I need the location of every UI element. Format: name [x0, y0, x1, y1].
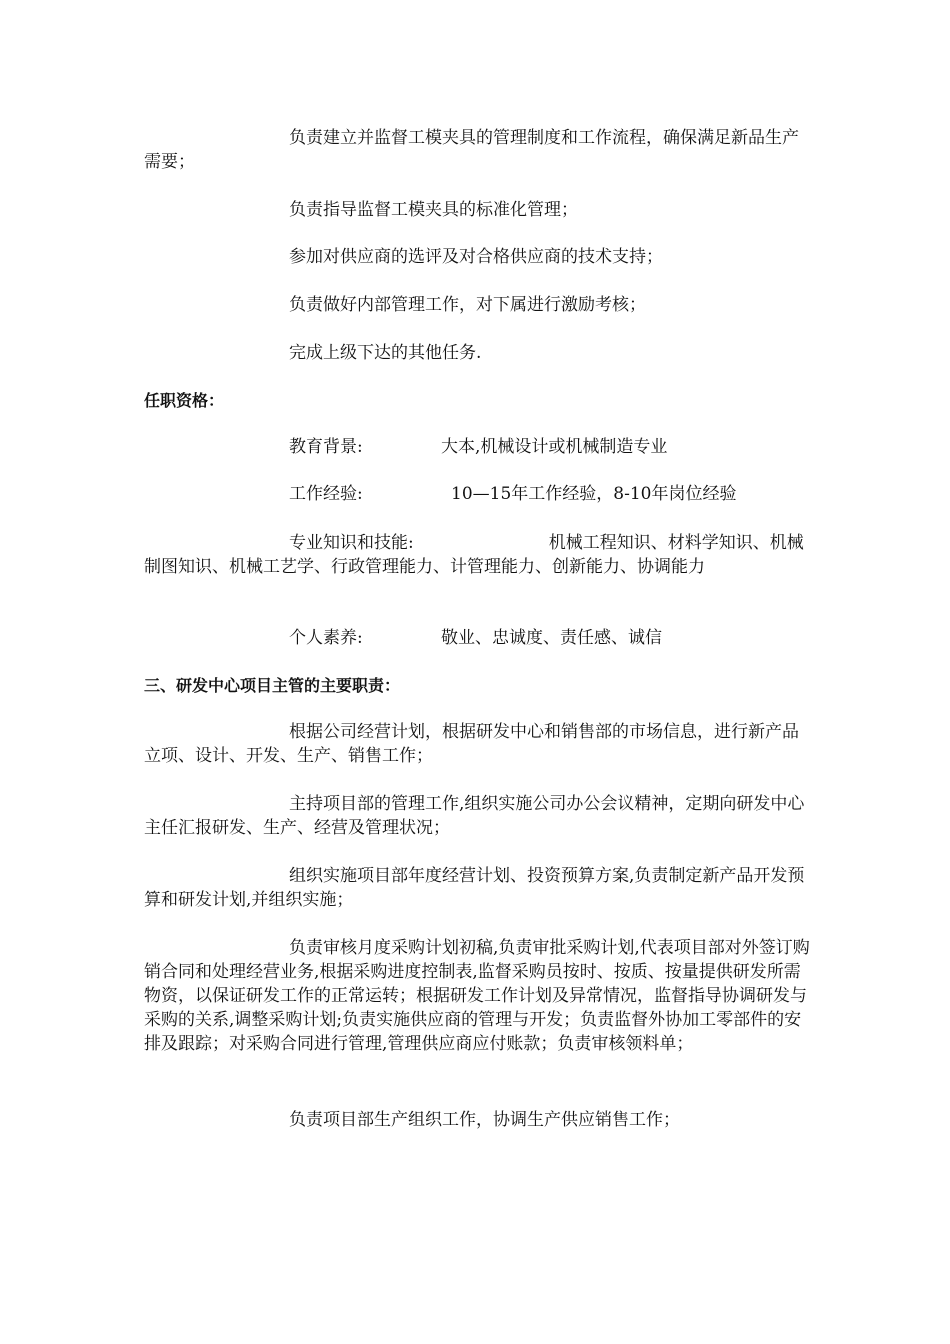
education-row: [289, 435, 668, 459]
duty-paragraph: 负责审核月度采购计划初稿,负责审批采购计划,代表项目部对外签订购销合同和处理经营业务,根据采购进度控制表,监督采购员按时、按质、按量提供研发所需物资，以保证研发工作的正常运转；根据研发工作计划及异常情况，监督指导协调研发与采购的关系,调整采购计划;负责实施供应商的管理与开发；负责监督外协加工零部件的安排及跟踪；对采购合同进行管理,管理供应商应付账款；负责审核领料单；: [144, 938, 810, 1054]
experience-value: 10—15年工作经验，8-10年岗位经验: [451, 484, 737, 504]
duty-paragraph: 完成上级下达的其他任务.: [289, 343, 482, 363]
duty-paragraph: 参加对供应商的选评及对合格供应商的技术支持；: [289, 247, 663, 267]
experience-label: 工作经验:: [289, 484, 363, 504]
skills-row: [144, 531, 812, 579]
duty-paragraph: 负责建立并监督工模夹具的管理制度和工作流程，确保满足新品生产需要；: [144, 128, 799, 172]
personal-row: [289, 626, 662, 650]
duty-paragraph: 主持项目部的管理工作,组织实施公司办公会议精神，定期向研发中心主任汇报研发、生产、经营及管理状况；: [144, 794, 805, 838]
personal-value: 敬业、忠诚度、责任感、诚信: [441, 628, 662, 648]
education-value: 大本,机械设计或机械制造专业: [441, 437, 668, 457]
personal-label: 个人素养:: [289, 628, 363, 648]
qualifications-heading: 任职资格：: [144, 391, 225, 410]
experience-row: [289, 482, 737, 506]
duty-paragraph: 负责指导监督工模夹具的标准化管理；: [289, 200, 578, 220]
skills-value: 机械工程知识、材料学知识、机械制图知识、机械工艺学、行政管理能力、计管理能力、创新能力、协调能力: [144, 533, 804, 577]
education-label: 教育背景:: [289, 437, 363, 457]
duty-paragraph: 负责做好内部管理工作，对下属进行激励考核；: [289, 295, 646, 315]
duty-paragraph: 负责项目部生产组织工作，协调生产供应销售工作；: [289, 1110, 680, 1130]
skills-label: 专业知识和技能:: [289, 533, 414, 553]
section3-heading: 三、研发中心项目主管的主要职责：: [144, 676, 401, 695]
duty-paragraph: 根据公司经营计划，根据研发中心和销售部的市场信息，进行新产品立项、设计、开发、生产、销售工作；: [144, 722, 799, 766]
duty-paragraph: 组织实施项目部年度经营计划、投资预算方案,负责制定新产品开发预算和研发计划,并组织实施；: [144, 866, 805, 910]
